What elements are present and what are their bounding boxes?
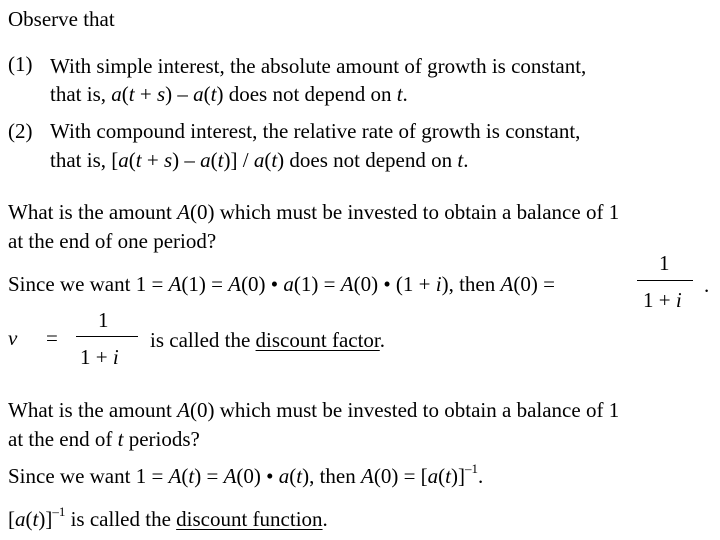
question-2-line-1: What is the amount A(0) which must be invested to obtain a balance of 1 bbox=[8, 398, 620, 422]
discount-factor-bar bbox=[76, 336, 138, 337]
discount-function-definition: $[a(t)]^{-1}$ is called the discount function. bbox=[8, 504, 328, 531]
intro-text: Observe that bbox=[8, 7, 115, 31]
item-1-marker: (1) bbox=[8, 52, 33, 76]
question-1-line-2: at the end of one period? bbox=[8, 229, 217, 253]
since-2-text: Since we want 1 = A(t) = A(0) • a(t), then $A(0) = [a(t)]^{-1}$. bbox=[8, 461, 484, 488]
item-2-line-2: that is, [a(t + s) – a(t)] / a(t) does not depend on t. bbox=[50, 148, 469, 172]
discount-factor-symbol: v bbox=[8, 326, 18, 350]
since-1-fraction-denominator: 1 + i bbox=[643, 288, 682, 312]
discount-factor-numerator: 1 bbox=[98, 308, 109, 332]
item-1-line-1: With simple interest, the absolute amount of growth is constant, bbox=[50, 54, 587, 78]
item-1-line-2: that is, a(t + s) – a(t) does not depend on t. bbox=[50, 82, 408, 106]
discount-function-exponent: –1 bbox=[52, 504, 66, 519]
discount-factor-definition: is called the discount factor. bbox=[150, 328, 386, 352]
item-2-line-1: With compound interest, the relative rate of growth is constant, bbox=[50, 119, 581, 143]
discount-factor-equals: = bbox=[46, 326, 58, 350]
since-2-exponent: –1 bbox=[465, 461, 478, 476]
item-2-marker: (2) bbox=[8, 119, 33, 143]
discount-factor-denominator: 1 + i bbox=[80, 345, 119, 369]
question-1-line-1: What is the amount A(0) which must be invested to obtain a balance of 1 bbox=[8, 200, 620, 224]
since-1-period: . bbox=[704, 273, 710, 297]
since-1-fraction-bar bbox=[637, 280, 693, 281]
discount-function-term: discount function bbox=[176, 507, 323, 531]
question-2-line-2: at the end of t periods? bbox=[8, 427, 200, 451]
since-1-fraction-numerator: 1 bbox=[659, 251, 670, 275]
since-1-text: Since we want 1 = A(1) = A(0) • a(1) = A(0) • (1 + i), then A(0) = bbox=[8, 272, 555, 296]
discount-factor-term: discount factor bbox=[255, 328, 380, 352]
